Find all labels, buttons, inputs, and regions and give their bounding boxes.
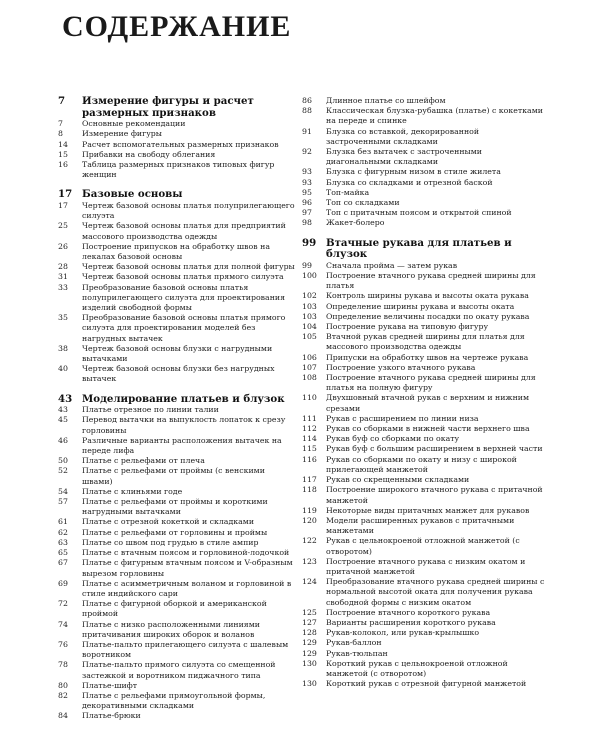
toc-page-number: 91 — [302, 126, 312, 136]
toc-entry-title: Моделирование платьев и блузок — [82, 392, 285, 405]
toc-entry-title: Определение величины посадки по окату рукава — [326, 311, 530, 321]
toc-entry — [302, 679, 546, 689]
toc-page-number: 103 — [302, 311, 317, 321]
toc-entry — [58, 119, 296, 129]
toc-page-number: 95 — [302, 187, 312, 197]
toc-page-number: 15 — [58, 149, 68, 159]
toc-page-number: 62 — [58, 527, 68, 537]
toc-page-number: 124 — [302, 577, 317, 587]
toc-entry-title: Построение втачного рукава средней ширины для платья на полную фигуру — [326, 373, 536, 393]
toc-entry — [302, 312, 546, 322]
toc-page-number: 43 — [58, 392, 73, 405]
toc-entry-title: Рукав с расширением по линии низа — [326, 413, 479, 423]
toc-entry — [302, 167, 546, 177]
toc-entry-title: Рукав со скрещенными складками — [326, 475, 470, 485]
toc-entry-title: Двухшовный втачной рукав с верхним и нижним срезами — [326, 393, 530, 413]
toc-page-number: 14 — [58, 139, 68, 149]
toc-entry — [302, 373, 546, 393]
toc-page-number: 97 — [302, 208, 312, 218]
toc-page-number: 128 — [302, 628, 317, 638]
toc-entry-title: Перевод вытачки на выпуклость лопаток к срезу горловины — [82, 415, 286, 435]
toc-page-number: 129 — [302, 638, 317, 648]
toc-entry — [302, 608, 546, 618]
toc-entry-title: Платье-брюки — [82, 711, 141, 721]
toc-entry — [302, 302, 546, 312]
toc-entry-title: Блузка со складками и отрезной баской — [326, 177, 493, 187]
toc-page-number: 123 — [302, 556, 317, 566]
toc-entry — [302, 322, 546, 332]
toc-entry-title: Платье с рельефами от горловины и проймы — [82, 527, 268, 537]
toc-entry-title: Рукав с цельнокроеной отложной манжетой (с отворотом) — [326, 536, 520, 556]
toc-entry — [302, 649, 546, 659]
toc-page-number: 7 — [58, 95, 66, 107]
toc-page-number: 25 — [58, 221, 68, 231]
toc-entry — [58, 599, 296, 619]
toc-entry-title: Блузка с фигурным низом в стиле жилета — [326, 167, 501, 177]
toc-entry — [302, 628, 546, 638]
toc-page-number: 111 — [302, 413, 317, 423]
toc-entry-title: Контроль ширины рукава и высоты оката рукава — [326, 291, 529, 301]
toc-page-number: 106 — [302, 352, 317, 362]
toc-entry — [302, 485, 546, 505]
toc-entry — [58, 691, 296, 711]
toc-page-number: 40 — [58, 364, 68, 374]
toc-entry — [58, 517, 296, 527]
toc-page-number: 122 — [302, 536, 317, 546]
toc-entry-title: Платье с рельефами прямоугольной формы, декоративными складками — [82, 690, 266, 711]
toc-entry-title: Построение припусков на обработку швов на лекалах базовой основы — [82, 241, 270, 262]
toc-entry-title: Сначала пройма — затем рукав — [326, 260, 458, 270]
toc-entry-title: Платье-пальто прилегающего силуэта с шалевым воротником — [82, 639, 289, 660]
toc-entry-title: Классическая блузка-рубашка (платье) с кокетками на переде и спинке — [326, 106, 543, 126]
toc-page-number: 86 — [302, 96, 312, 105]
toc-page-number: 112 — [302, 424, 317, 434]
toc-entry — [302, 188, 546, 198]
toc-entry — [58, 313, 296, 344]
toc-entry-title: Платье с втачным поясом и горловиной-лодочкой — [82, 548, 290, 558]
toc-entry-title: Блузка со вставкой, декорированной застроченными складками — [326, 126, 480, 146]
toc-page-number: 118 — [302, 485, 317, 495]
toc-entry-title: Построение широкого втачного рукава с притачной манжетой — [326, 485, 543, 505]
toc-entry — [302, 393, 546, 413]
toc-entry-title: Рукав-тюльпан — [326, 648, 388, 658]
toc-entry-title: Платье-пальто прямого силуэта со смещенной застежкой и воротником пиджачного типа — [82, 660, 276, 680]
toc-page-number: 107 — [302, 362, 317, 372]
toc-entry — [58, 660, 296, 680]
toc-page-number: 38 — [58, 343, 68, 353]
toc-entry-title: Втачной рукав средней ширины для платья для массового производства одежды — [326, 332, 525, 352]
toc-entry — [302, 198, 546, 208]
toc-page-number: 119 — [302, 505, 317, 515]
toc-entry-title: Чертеж базовой основы блузки без нагрудных вытачек — [82, 364, 275, 384]
toc-entry — [302, 261, 546, 271]
toc-entry — [58, 497, 296, 517]
toc-entry — [302, 218, 546, 228]
toc-page-number: 72 — [58, 599, 68, 609]
toc-entry — [58, 262, 296, 272]
toc-entry-title: Основные рекомендации — [82, 119, 186, 129]
toc-entry — [302, 424, 546, 434]
toc-entry — [58, 681, 296, 691]
toc-entry-title: Платье с рельефами от проймы и короткими нагрудными вытачками — [82, 497, 268, 517]
toc-page-number: 52 — [58, 466, 68, 476]
toc-entry-title: Платье отрезное по линии талии — [82, 405, 219, 415]
toc-section-heading — [58, 394, 296, 406]
toc-page-number: 98 — [302, 218, 312, 228]
toc-page-number: 69 — [58, 578, 68, 588]
toc-entry-title: Рукав буф с большим расширением в верхней части — [326, 444, 543, 454]
toc-entry-title: Базовые основы — [82, 188, 183, 201]
toc-entry — [302, 455, 546, 475]
toc-entry — [302, 363, 546, 373]
toc-entry — [58, 160, 296, 180]
toc-page-number: 120 — [302, 515, 317, 525]
toc-page-number: 46 — [58, 435, 68, 445]
toc-entry-title: Чертеж базовой основы платья полуприлегающего силуэта — [82, 201, 295, 221]
toc-entry — [58, 528, 296, 538]
toc-entry-title: Платье с рельефами от плеча — [82, 456, 205, 466]
toc-entry-title: Короткий рукав с отрезной фигурной манжетой — [326, 679, 527, 689]
toc-page-number: 125 — [302, 607, 317, 617]
toc-entry-title: Рукав со сборками в нижней части верхнего шва — [326, 424, 530, 434]
toc-page-number: 67 — [58, 558, 68, 568]
toc-entry — [302, 577, 546, 608]
toc-page-number: 115 — [302, 444, 317, 454]
toc-page-number: 130 — [302, 658, 317, 668]
toc-entry-title: Чертеж базовой основы блузки с нагрудными вытачками — [82, 343, 273, 364]
toc-entry-title: Топ с притачным поясом и открытой спиной — [326, 208, 512, 218]
toc-entry — [58, 242, 296, 262]
toc-entry — [302, 353, 546, 363]
toc-entry — [58, 558, 296, 578]
toc-page-number: 82 — [58, 690, 68, 700]
toc-entry-title: Построение рукава на типовую фигуру — [326, 322, 489, 332]
toc-entry-title: Некоторые виды притачных манжет для рукавов — [326, 505, 530, 515]
toc-entry — [302, 557, 546, 577]
toc-entry-title: Чертеж базовой основы платья прямого силуэта — [82, 272, 284, 282]
toc-entry-title: Рукав буф со сборками по окату — [326, 434, 460, 444]
toc-page-number: 50 — [58, 456, 68, 466]
toc-entry-title: Таблица размерных признаков типовых фигур женщин — [82, 160, 275, 180]
toc-page-number: 117 — [302, 475, 317, 485]
toc-entry-title: Варианты расширения короткого рукава — [326, 617, 496, 627]
toc-entry — [58, 140, 296, 150]
toc-page-number: 63 — [58, 537, 68, 547]
toc-page-number: 127 — [302, 617, 317, 627]
toc-entry-title: Платье с рельефами от проймы (с венскими швами) — [82, 466, 265, 486]
toc-entry-title: Блузка без вытачек с застроченными диагональными складками — [326, 147, 482, 167]
toc-entry-title: Рукав-баллон — [326, 638, 382, 648]
toc-page-number: 54 — [58, 486, 68, 496]
toc-page-number: 103 — [302, 301, 317, 311]
toc-entry — [302, 536, 546, 556]
toc-page-number: 65 — [58, 548, 68, 558]
toc-page-number: 35 — [58, 313, 68, 323]
toc-entry-title: Платье с клиньями годе — [82, 486, 183, 496]
toc-entry-title: Построение втачного рукава средней ширины для платья — [326, 271, 536, 291]
toc-entry-title: Определение ширины рукава и высоты оката — [326, 301, 515, 311]
toc-entry — [58, 129, 296, 139]
page-title: СОДЕРЖАНИЕ — [62, 10, 292, 43]
toc-entry-title: Расчет вспомогательных размерных признаков — [82, 139, 279, 149]
toc-entry — [302, 147, 546, 167]
toc-entry-title: Построение втачного короткого рукава — [326, 607, 491, 617]
toc-entry — [58, 579, 296, 599]
toc-entry — [58, 150, 296, 160]
toc-entry — [58, 640, 296, 660]
toc-entry — [58, 201, 296, 221]
toc-entry — [58, 364, 296, 384]
toc-entry-title: Построение втачного рукава с низким окатом и притачной манжетой — [326, 556, 526, 576]
toc-entry — [58, 405, 296, 415]
toc-entry-title: Измерение фигуры — [82, 129, 162, 139]
toc-entry — [58, 487, 296, 497]
toc-entry — [58, 548, 296, 558]
toc-entry-title: Длинное платье со шлейфом — [326, 96, 446, 105]
toc-section-heading — [58, 189, 296, 201]
toc-entry-title: Жакет-болеро — [326, 218, 385, 228]
toc-entry-title: Прибавки на свободу облегания — [82, 149, 216, 159]
toc-page-number: 57 — [58, 497, 68, 507]
toc-entry — [58, 272, 296, 282]
toc-page-number: 108 — [302, 373, 317, 383]
toc-entry-title: Втачные рукава для платьев и блузок — [326, 236, 512, 261]
toc-entry-title: Чертеж базовой основы платья для полной фигуры — [82, 262, 295, 272]
toc-page-number: 84 — [58, 711, 68, 721]
toc-page-number: 104 — [302, 322, 317, 332]
toc-page-number: 31 — [58, 272, 68, 282]
toc-column-right — [302, 96, 546, 689]
toc-page-number: 33 — [58, 282, 68, 292]
toc-page-number: 17 — [58, 188, 73, 201]
toc-entry-title: Платье с низко расположенными линиями притачивания широких оборок и воланов — [82, 619, 260, 639]
toc-page-number: 45 — [58, 415, 68, 425]
toc-entry-title: Измерение фигуры и расчет размерных признаков — [82, 95, 254, 119]
toc-entry-title: Короткий рукав с цельнокроеной отложной манжетой (с отворотом) — [326, 658, 508, 678]
toc-entry — [302, 475, 546, 485]
toc-entry — [302, 178, 546, 188]
toc-entry-title: Припуски на обработку швов на чертеже рукава — [326, 352, 529, 362]
toc-entry — [58, 456, 296, 466]
toc-entry — [58, 221, 296, 241]
toc-entry — [58, 466, 296, 486]
toc-entry — [58, 711, 296, 721]
toc-entry-title: Топ со складками — [326, 198, 400, 208]
toc-entry — [302, 618, 546, 628]
toc-page-number: 96 — [302, 198, 312, 208]
toc-entry-title: Различные варианты расположения вытачек на переде лифа — [82, 435, 282, 456]
toc-page-number: 105 — [302, 332, 317, 342]
toc-page-number: 129 — [302, 648, 317, 658]
toc-entry — [58, 283, 296, 314]
toc-page-number: 116 — [302, 454, 317, 464]
toc-page-number: 93 — [302, 167, 312, 177]
toc-entry-title: Платье-шифт — [82, 680, 138, 690]
toc-page-number: 61 — [58, 517, 68, 527]
toc-entry — [58, 538, 296, 548]
toc-entry — [58, 620, 296, 640]
toc-entry — [302, 659, 546, 679]
toc-entry — [302, 106, 546, 126]
toc-entry — [302, 208, 546, 218]
toc-entry-title: Платье с отрезной кокеткой и складками — [82, 517, 255, 527]
toc-page-number: 16 — [58, 160, 68, 169]
toc-page-number: 74 — [58, 619, 68, 629]
toc-entry-title: Платье со швом под грудью в стиле ампир — [82, 537, 259, 547]
toc-column-left — [58, 96, 296, 722]
toc-entry-title: Преобразование втачного рукава средней ширины с нормальной высотой оката для получения рукава свободной формы с низким окатом — [326, 577, 545, 607]
toc-page-number: 102 — [302, 291, 317, 301]
toc-page-number: 93 — [302, 177, 312, 187]
toc-entry — [302, 414, 546, 424]
toc-entry-title: Чертеж базовой основы платья для предприятий массового производства одежды — [82, 221, 286, 241]
toc-page-number: 80 — [58, 680, 68, 690]
toc-page-number: 114 — [302, 434, 317, 444]
toc-page-number: 99 — [302, 236, 317, 249]
toc-entry-title: Построение узкого втачного рукава — [326, 362, 476, 372]
toc-page-number: 8 — [58, 129, 63, 139]
toc-entry — [302, 506, 546, 516]
toc-entry-title: Платье с асимметричным воланом и горловиной в стиле индийского сари — [82, 578, 292, 598]
toc-page-number: 99 — [302, 260, 312, 270]
toc-entry — [58, 415, 296, 435]
toc-page-number: 100 — [302, 271, 317, 281]
toc-page-number: 43 — [58, 405, 68, 415]
toc-page-number: 110 — [302, 393, 317, 403]
toc-entry — [302, 271, 546, 291]
toc-page-number: 76 — [58, 639, 68, 649]
toc-page-number: 92 — [302, 147, 312, 157]
toc-entry — [302, 638, 546, 648]
toc-entry-title: Преобразование базовой основы платья полуприлегающего силуэта для проектирования изделий свободной формы — [82, 282, 286, 313]
toc-page-number: 7 — [58, 119, 63, 129]
toc-page-number: 26 — [58, 241, 68, 251]
toc-entry — [302, 96, 546, 106]
toc-page-number: 88 — [302, 106, 312, 116]
toc-entry — [302, 127, 546, 147]
toc-entry — [302, 291, 546, 301]
toc-entry-title: Модели расширенных рукавов с притачными манжетами — [326, 515, 515, 536]
toc-entry — [302, 434, 546, 444]
toc-entry-title: Платье с фигурной оборкой и американской проймой — [82, 599, 267, 619]
toc-entry — [58, 436, 296, 456]
toc-entry — [302, 444, 546, 454]
toc-entry — [302, 332, 546, 352]
toc-page-number: 78 — [58, 660, 68, 670]
toc-section-heading — [302, 238, 546, 261]
toc-section-heading — [58, 96, 296, 119]
toc-entry-title: Топ-майка — [326, 187, 370, 197]
toc-entry-title: Рукав со сборками по окату и низу с широкой прилегающей манжетой — [326, 454, 517, 474]
toc-page-number: 17 — [58, 201, 68, 210]
toc-entry — [58, 344, 296, 364]
toc-page-number: 130 — [302, 679, 317, 689]
toc-entry-title: Рукав-колокол, или рукав-крылышко — [326, 628, 480, 638]
toc-page-number: 28 — [58, 262, 68, 272]
toc-entry-title: Платье с фигурным втачным поясом и V-образным вырезом горловины — [82, 558, 293, 578]
toc-entry — [302, 516, 546, 536]
toc-entry-title: Преобразование базовой основы платья прямого силуэта для проектирования моделей без нагрудных вытачек — [82, 313, 286, 343]
